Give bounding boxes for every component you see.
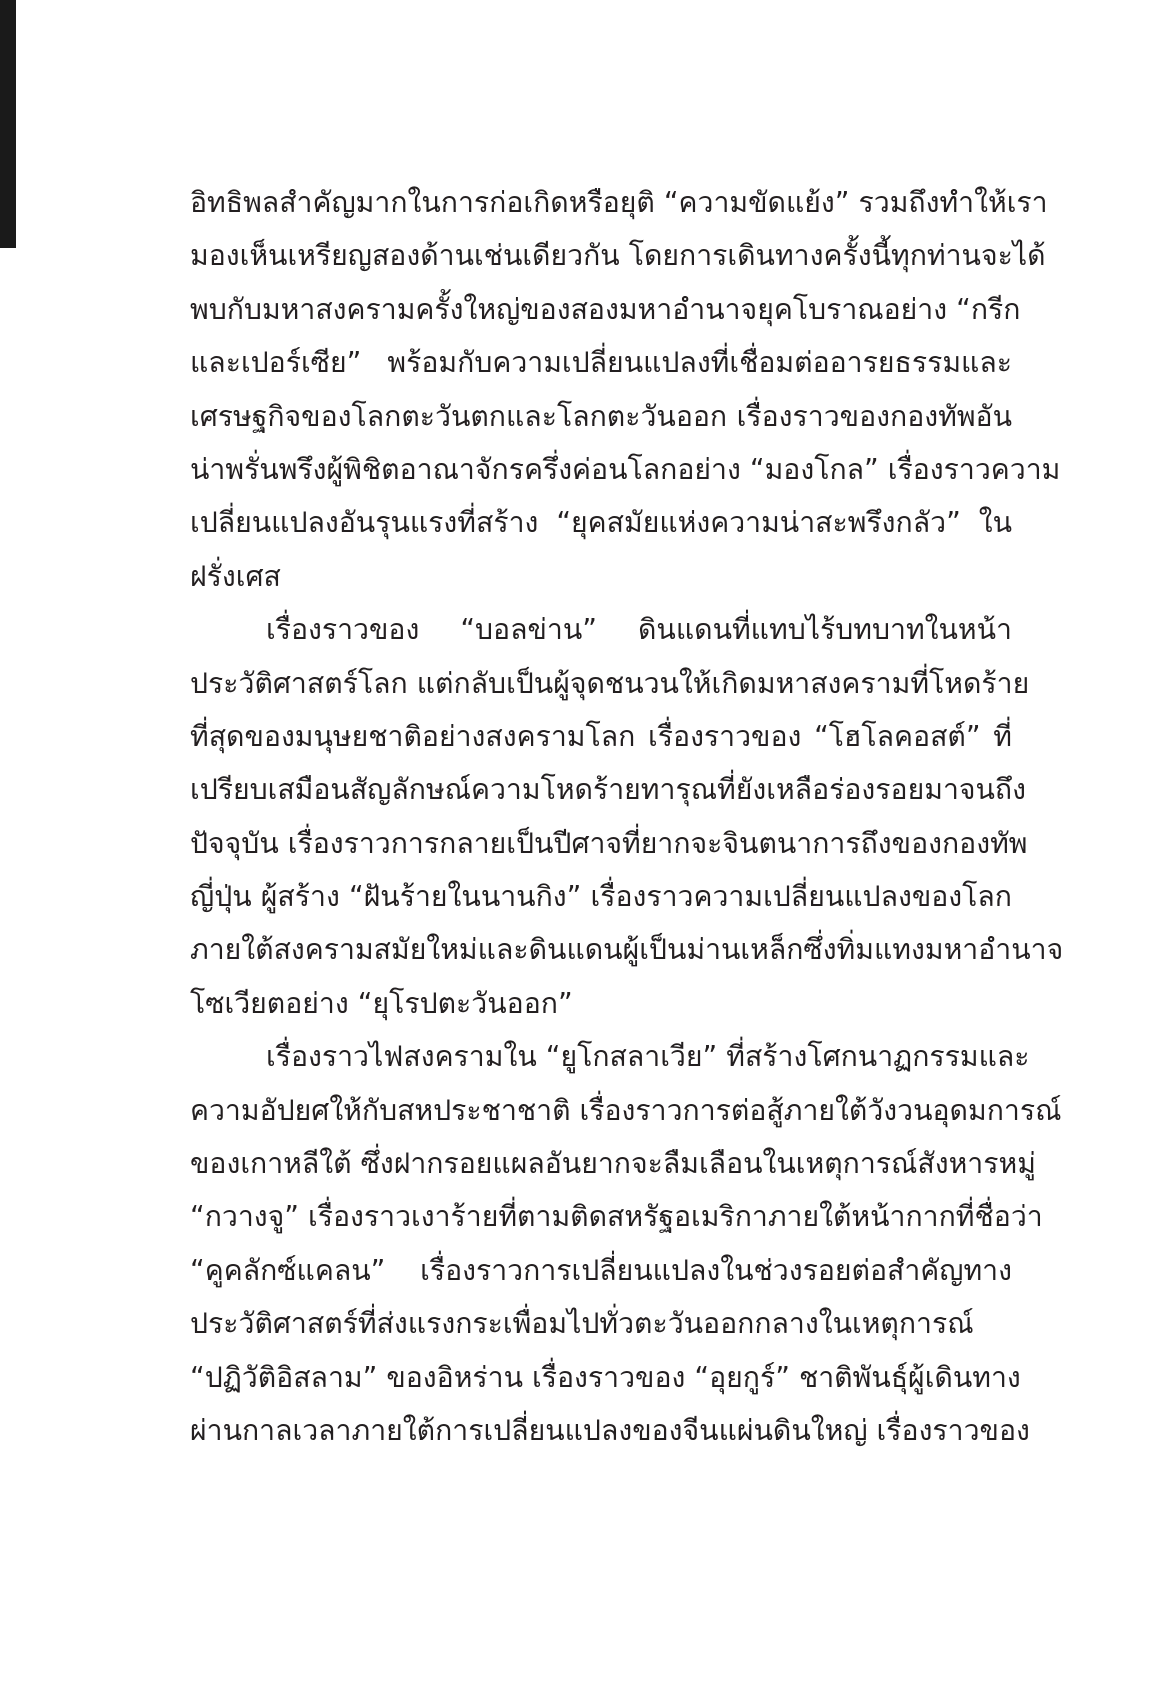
text-line: มองเห็นเหรียญสองด้านเช่นเดียวกัน โดยการเดินทางครั้งนี้ทุกท่านจะได้ <box>190 239 1046 273</box>
text-line: ที่สุดของมนุษยชาติอย่างสงครามโลก เรื่องราวของ “โฮโลคอสต์” ที่ <box>190 719 1012 753</box>
body-text <box>190 176 1064 1457</box>
text-line: เรื่องราวไฟสงครามใน “ยูโกสลาเวีย” ที่สร้างโศกนาฏกรรมและ <box>266 1040 1030 1074</box>
text-line: เปลี่ยนแปลงอันรุนแรงที่สร้าง “ยุคสมัยแห่งความน่าสะพรึงกลัว” ใน <box>190 506 1012 540</box>
text-line: ญี่ปุ่น ผู้สร้าง “ฝันร้ายในนานกิง” เรื่องราวความเปลี่ยนแปลงของโลก <box>190 880 1012 914</box>
paragraph <box>190 603 1064 1030</box>
text-line: ประวัติศาสตร์โลก แต่กลับเป็นผู้จุดชนวนให้เกิดมหาสงครามที่โหดร้าย <box>190 666 1030 700</box>
page-edge-bar <box>0 0 16 248</box>
text-line: ความอัปยศให้กับสหประชาชาติ เรื่องราวการต่อสู้ภายใต้วังวนอุดมการณ์ <box>190 1093 1062 1127</box>
text-line: โซเวียตอย่าง “ยุโรปตะวันออก” <box>190 986 573 1020</box>
text-line: “ปฏิวัติอิสลาม” ของอิหร่าน เรื่องราวของ “อุยกูร์” ชาติพันธุ์ผู้เดินทาง <box>190 1360 1021 1394</box>
text-line: ประวัติศาสตร์ที่ส่งแรงกระเพื่อมไปทั่วตะวันออกกลางในเหตุการณ์ <box>190 1307 974 1341</box>
text-line: ฝรั่งเศส <box>190 559 281 593</box>
text-line: ปัจจุบัน เรื่องราวการกลายเป็นปีศาจที่ยากจะจินตนาการถึงของกองทัพ <box>190 826 1028 860</box>
paragraph <box>190 1030 1062 1457</box>
text-line: พบกับมหาสงครามครั้งใหญ่ของสองมหาอำนาจยุคโบราณอย่าง “กรีก <box>190 292 1021 326</box>
text-line: และเปอร์เซีย” พร้อมกับความเปลี่ยนแปลงที่เชื่อมต่ออารยธรรมและ <box>190 346 1012 380</box>
text-line: ผ่านกาลเวลาภายใต้การเปลี่ยนแปลงของจีนแผ่นดินใหญ่ เรื่องราวของ <box>190 1413 1030 1447</box>
text-line: “คูคลักซ์แคลน” เรื่องราวการเปลี่ยนแปลงในช่วงรอยต่อสำคัญทาง <box>190 1253 1012 1287</box>
text-line: ภายใต้สงครามสมัยใหม่และดินแดนผู้เป็นม่านเหล็กซึ่งทิ่มแทงมหาอำนาจ <box>190 933 1064 967</box>
text-line: “กวางจู” เรื่องราวเงาร้ายที่ตามติดสหรัฐอเมริกาภายใต้หน้ากากที่ชื่อว่า <box>190 1200 1043 1234</box>
text-line: เปรียบเสมือนสัญลักษณ์ความโหดร้ายทารุณที่ยังเหลือร่องรอยมาจนถึง <box>190 773 1026 807</box>
text-line: อิทธิพลสำคัญมากในการก่อเกิดหรือยุติ “ความขัดแย้ง” รวมถึงทำให้เรา <box>190 186 1048 219</box>
text-line: เรื่องราวของ “บอลข่าน” ดินแดนที่แทบไร้บทบาทในหน้า <box>266 613 1012 647</box>
paragraph <box>190 176 1061 603</box>
text-line: น่าพรั่นพรึงผู้พิชิตอาณาจักรครึ่งค่อนโลกอย่าง “มองโกล” เรื่องราวความ <box>190 452 1061 486</box>
text-line: เศรษฐกิจของโลกตะวันตกและโลกตะวันออก เรื่องราวของกองทัพอัน <box>190 399 1012 433</box>
text-line: ของเกาหลีใต้ ซึ่งฝากรอยแผลอันยากจะลืมเลือนในเหตุการณ์สังหารหมู่ <box>190 1147 1036 1181</box>
